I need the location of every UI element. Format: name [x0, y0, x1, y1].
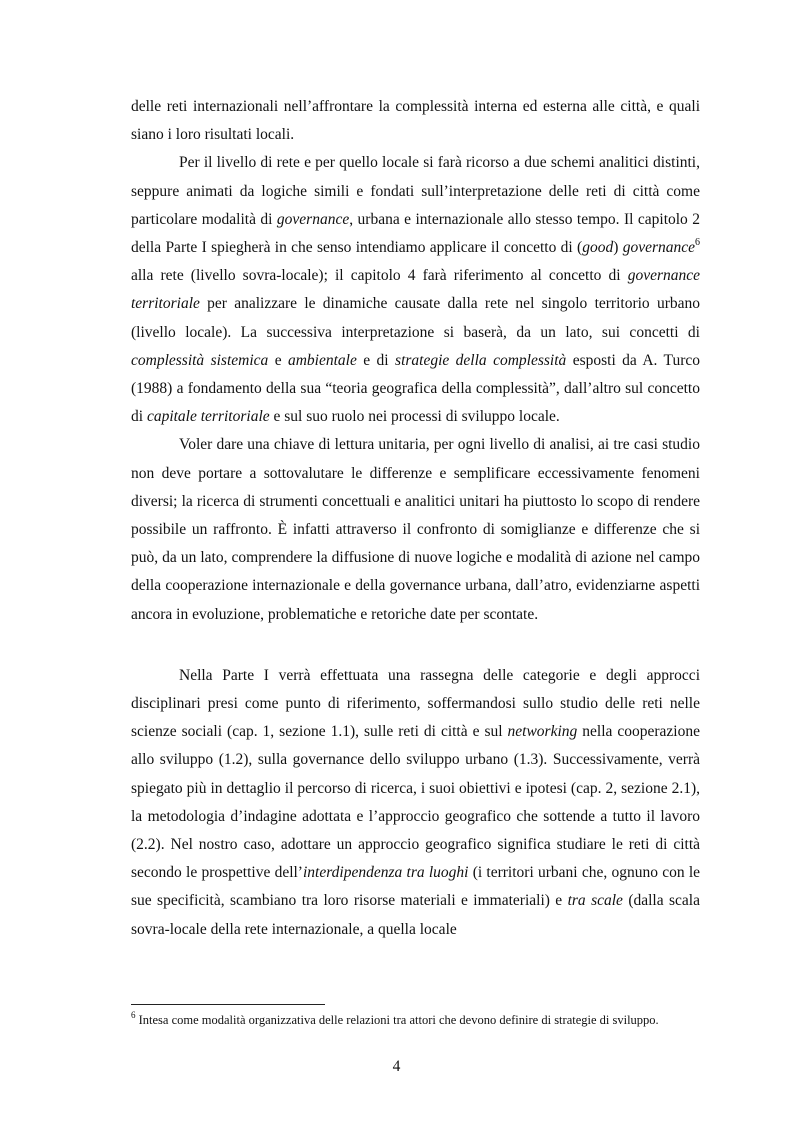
paragraph-spacer	[131, 629, 700, 662]
text-run: e di	[356, 351, 396, 369]
italic-run: governance territoriale	[131, 267, 700, 313]
italic-run: tra scale	[567, 892, 623, 910]
italic-run: complessità sistemica	[131, 351, 269, 369]
italic-run: capitale territoriale	[146, 408, 270, 426]
paragraph-1: delle reti internazionali nell’affrontare la complessità interna ed esterna alle città, e quali siano i loro risultati locali.	[131, 98, 700, 144]
italic-run: networking	[507, 723, 578, 741]
text-run: esposti da A. Turco (1988) a fondamento della sua “teoria geografica della complessità”, dall’altro sul concetto di	[131, 351, 701, 426]
page-number: 4	[392, 1058, 401, 1075]
text-run: , urbana e internazionale allo stesso tempo. Il capitolo 2 della Parte I spiegherà in che senso intendiamo applicare il concetto di (	[131, 210, 700, 257]
paragraph-3: Voler dare una chiave di lettura unitaria, per ogni livello di analisi, ai tre casi studio non deve portare a sottovalutare le differenze e semplificare eccessivamente fenomeni diversi; la ricerca di strumenti concettuali e analitici unitari ha piuttosto lo scopo di rendere possibile un raffronto. È infatti attraverso il confronto di somiglianze e differenze che si può, da un lato, comprendere la diffusione di nuove logiche e modalità di azione nel campo della cooperazione internazionale e della governance urbana, dall’atro, evidenziarne aspetti ancora in evoluzione, problematiche e retoriche date per scontate.	[131, 436, 700, 623]
text-run: e sul suo ruolo nei processi di sviluppo locale.	[269, 408, 560, 426]
text-run: (i territori urbani che, ognuno con le sue specificità, scambiano tra loro risorse materiali e immateriali) e	[131, 864, 701, 910]
text-run: alla rete (livello sovra-locale); il capitolo 4 farà riferimento al concetto di	[131, 267, 628, 285]
paragraph-2	[131, 149, 700, 431]
italic-run: strategie della complessità	[395, 351, 567, 369]
text-run: per analizzare le dinamiche causate dalla rete nel singolo territorio urbano (livello locale). La successiva interpretazione si baserà, da un lato, sui concetti di	[131, 295, 700, 341]
text-run: )	[613, 239, 623, 257]
text-run: (dalla scala sovra-locale della rete internazionale, a quella locale	[131, 892, 700, 938]
footnote	[131, 1009, 731, 1028]
text-run: e	[268, 351, 288, 369]
italic-run: interdipendenza tra luoghi	[302, 864, 469, 882]
footnote-number: 6	[131, 1009, 136, 1020]
text-run: nella cooperazione allo sviluppo (1.2), sulla governance dello sviluppo urbano (1.3). Successivamente, verrà spiegato più in dettaglio il percorso di ricerca, i suoi obiettivi e ipotesi (cap. 2, sezione 2.1), la metodologia d’indagine adottata e l’approccio geografico che sottende a tutto il lavoro (2.2). Nel nostro caso, adottare un approccio geografico significa studiare le reti di città secondo le prospettive dell’	[131, 723, 700, 882]
italic-run: ambientale	[287, 351, 357, 369]
footnote-reference: 6	[695, 236, 700, 248]
footnote-separator	[131, 1004, 325, 1005]
text-run: Per il livello di rete e per quello locale si farà ricorso a due schemi analitici distinti, seppure animati da logiche simili e fondati sull’interpretazione delle reti di città come particolare modalità di	[131, 154, 700, 228]
text-run: Nella Parte I verrà effettuata una rassegna delle categorie e degli approcci disciplinari presi come punto di riferimento, soffermandosi sullo studio delle reti nelle scienze sociali (cap. 1, sezione 1.1), sulle reti di città e sul	[131, 666, 700, 741]
italic-run: governance	[622, 239, 695, 257]
body-text	[131, 93, 700, 944]
paragraph-4	[131, 662, 700, 944]
italic-run: governance	[276, 210, 350, 228]
footnote-text: Intesa come modalità organizzativa delle relazioni tra attori che devono definire di strategie di sviluppo.	[135, 1013, 659, 1027]
italic-run: good	[582, 239, 614, 257]
